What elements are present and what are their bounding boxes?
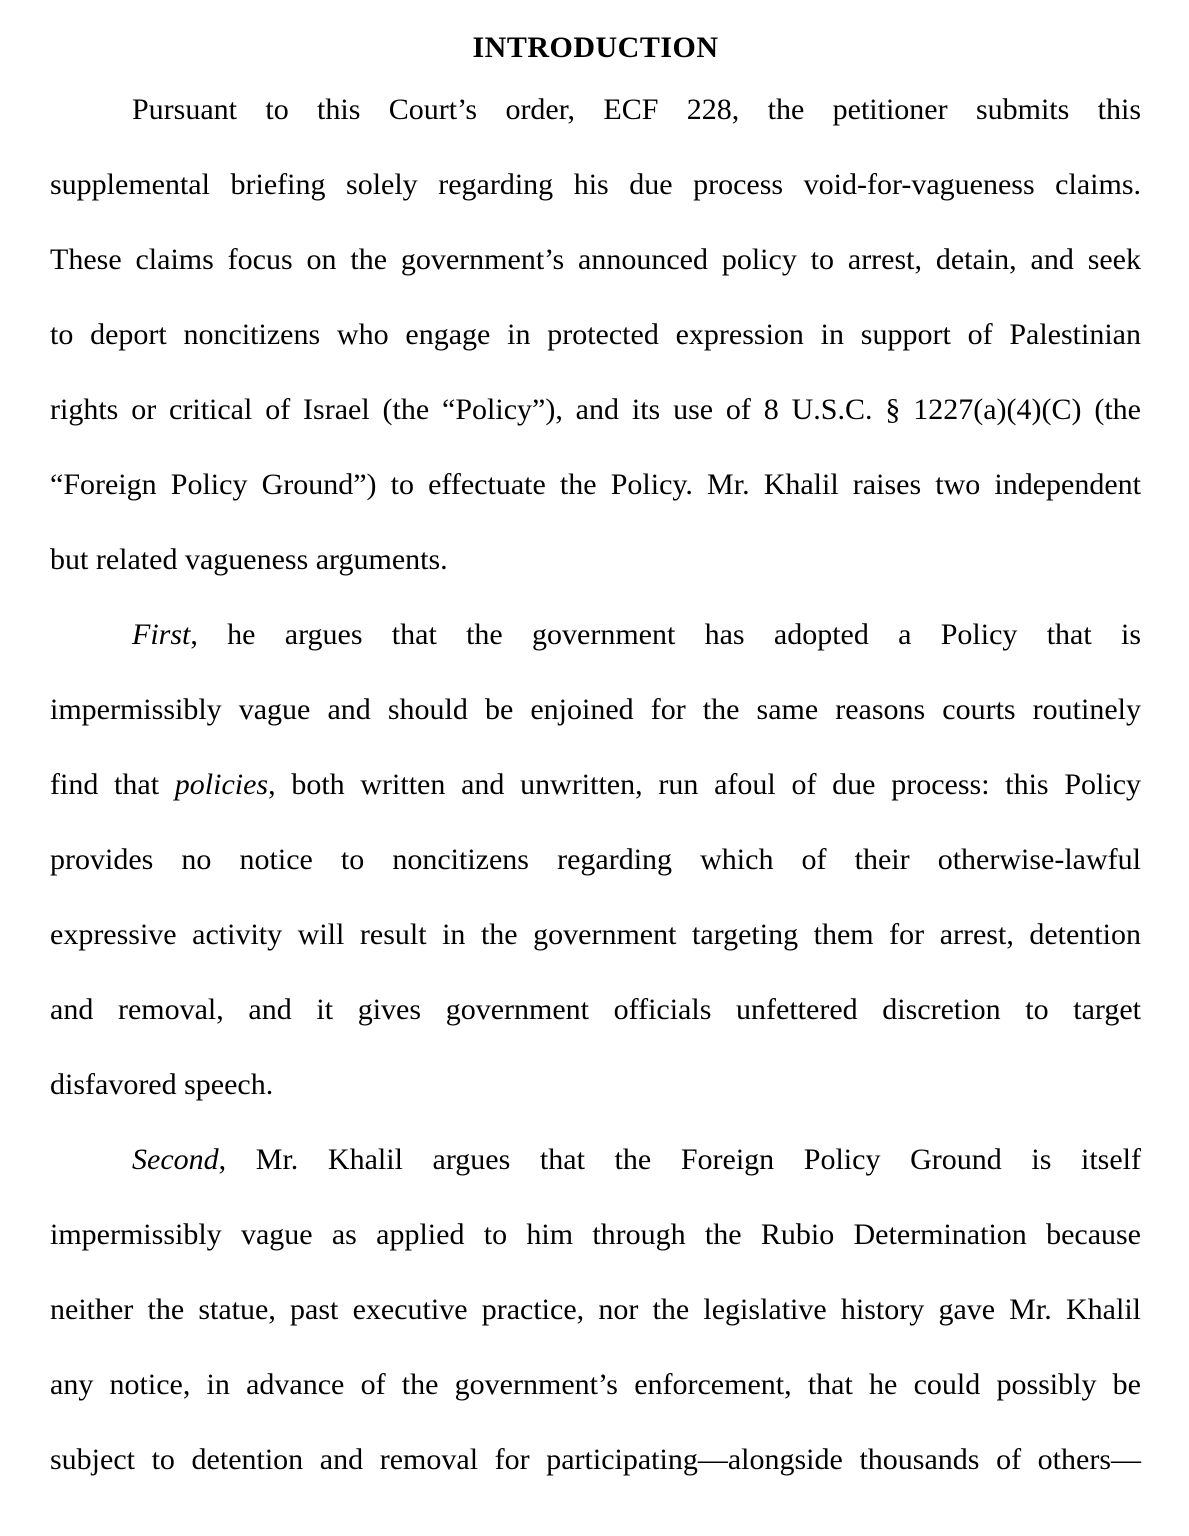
- text-line: [50, 972, 1141, 1047]
- text-run: and removal, and it gives government officials unfettered discretion to target: [50, 993, 1141, 1026]
- text-run: , he argues that the government has adopted a Policy that is: [190, 618, 1141, 651]
- text-run: These claims focus on the government’s announced policy to arrest, detain, and seek: [50, 243, 1141, 276]
- text-run: but related vagueness arguments.: [50, 543, 448, 576]
- text-run: expressive activity will result in the government targeting them for arrest, detention: [50, 918, 1141, 951]
- text-run: supplemental briefing solely regarding his due process void-for-vagueness claims.: [50, 168, 1141, 201]
- italic-text-run: Second: [132, 1143, 219, 1176]
- text-line: [50, 1422, 1141, 1497]
- text-run: impermissibly vague and should be enjoined for the same reasons courts routinely: [50, 693, 1141, 726]
- paragraph-first-argument: [50, 597, 1141, 1122]
- text-run: find that: [50, 768, 175, 801]
- text-line: [50, 1272, 1141, 1347]
- text-run: any notice, in advance of the government’s enforcement, that he could possibly be: [50, 1368, 1141, 1401]
- text-run: provides no notice to noncitizens regarding which of their otherwise-lawful: [50, 843, 1141, 876]
- text-line: [50, 747, 1141, 822]
- text-line: [50, 147, 1141, 222]
- text-run: subject to detention and removal for participating—alongside thousands of others—: [50, 1443, 1141, 1476]
- text-run: , both written and unwritten, run afoul of due process: this Policy: [268, 768, 1142, 801]
- text-line: [50, 72, 1141, 147]
- paragraph-second-argument: [50, 1122, 1141, 1497]
- text-line: [50, 597, 1141, 672]
- text-line: [50, 447, 1141, 522]
- text-line: [50, 672, 1141, 747]
- text-run: , Mr. Khalil argues that the Foreign Policy Ground is itself: [218, 1143, 1141, 1176]
- text-line: [50, 1047, 1141, 1122]
- text-run: “Foreign Policy Ground”) to effectuate the Policy. Mr. Khalil raises two independent: [50, 468, 1141, 501]
- text-run: to deport noncitizens who engage in protected expression in support of Palestinian: [50, 318, 1141, 351]
- text-run: impermissibly vague as applied to him through the Rubio Determination because: [50, 1218, 1141, 1251]
- text-line: [50, 1347, 1141, 1422]
- text-line: [50, 522, 1141, 597]
- text-line: [50, 297, 1141, 372]
- document-body: [50, 72, 1141, 1497]
- text-run: disfavored speech.: [50, 1068, 274, 1101]
- paragraph-pursuant: [50, 72, 1141, 597]
- text-line: [50, 897, 1141, 972]
- text-run: Pursuant to this Court’s order, ECF 228, the petitioner submits this: [132, 93, 1141, 126]
- text-line: [50, 1122, 1141, 1197]
- text-line: [50, 822, 1141, 897]
- text-line: [50, 1197, 1141, 1272]
- italic-text-run: policies: [174, 768, 269, 801]
- section-heading: INTRODUCTION: [472, 31, 719, 64]
- text-line: [50, 222, 1141, 297]
- text-run: neither the statue, past executive practice, nor the legislative history gave Mr. Khalil: [50, 1293, 1141, 1326]
- text-run: rights or critical of Israel (the “Policy”), and its use of 8 U.S.C. § 1227(a)(4)(C) (the: [50, 393, 1141, 426]
- text-line: [50, 372, 1141, 447]
- italic-text-run: First: [132, 618, 191, 651]
